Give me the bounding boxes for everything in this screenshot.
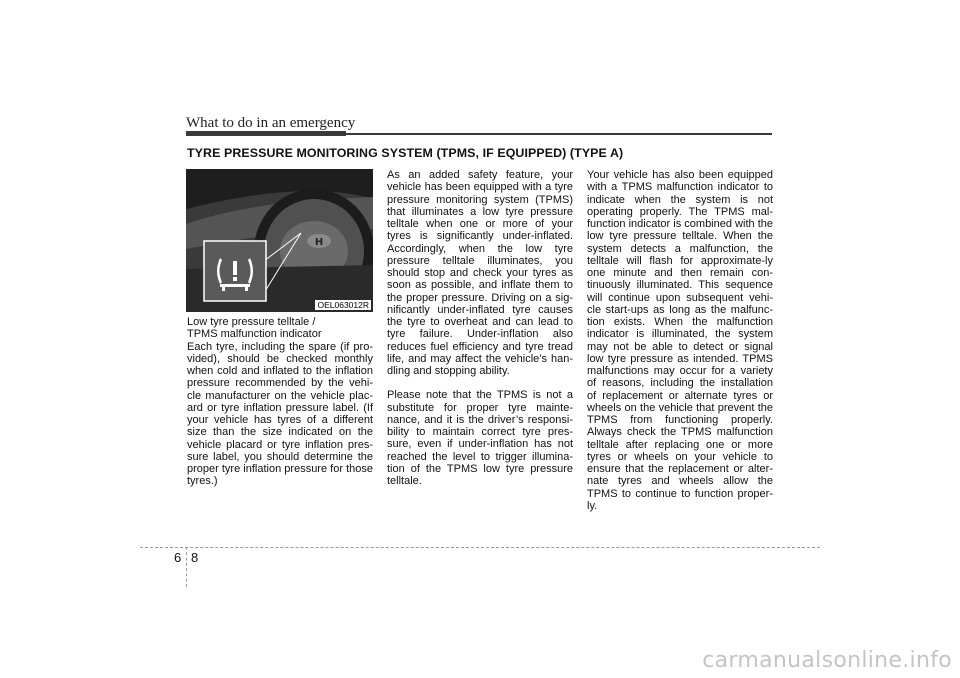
chapter-number: 6 (174, 550, 182, 565)
column-middle (387, 169, 573, 487)
paragraph-tpms-note: Please note that the TPMS is not a substitute for proper tyre mainte-nance, and it is the driver’s responsi-bility to maintain correct tyre pres-sure, even if under-inflation has not reached the level to trigger illumina-tion of the TPMS low tyre pressure telltale. (387, 389, 573, 487)
caption-line-2: TPMS malfunction indicator (187, 328, 322, 341)
column-right (587, 169, 773, 512)
figure-code: OEL063012R (317, 300, 369, 310)
footer-rule (140, 547, 820, 548)
paragraph-malfunction-indicator: Your vehicle has also been equipped with a TPMS malfunction indicator to indicate when the system is not operating properly. The TPMS mal-function indicator is combined with the low tyre pressure telltale. When the system detects a malfunction, the telltale will flash for approximate-ly one minute and then remain con-tinuously illuminated. This sequence will continue upon subsequent vehi-cle start-ups as long as the malfunc-tion exists. When the malfunction indicator is illuminated, the system may not be able to detect or signal low tyre pressure as intended. TPMS malfunctions may occur for a variety of reasons, including the installation of replacement or alternate tyres or wheels on the vehicle that prevent the TPMS from functioning properly. Always check the TPMS malfunction telltale after replacing one or more tyres or wheels on your vehicle to ensure that the replacement or alter-nate tyres and wheels allow the TPMS to continue to function proper-ly. (587, 169, 773, 512)
column-left (187, 316, 373, 488)
section-title: TYRE PRESSURE MONITORING SYSTEM (TPMS, IF EQUIPPED) (TYPE A) (187, 146, 624, 160)
paragraph-safety-feature: As an added safety feature, your vehicle has been equipped with a tyre pressure monitoring system (TPMS) that illuminates a low tyre pressure telltale when one or more of your tyres is significantly under-inflated. Accordingly, when the low tyre pressure telltale illuminates, you should stop and check your tyres as soon as possible, and inflate them to the proper pressure. Driving on a sig-nificantly under-inflated tyre causes the tyre to overheat and can lead to tyre failure. Under-inflation also reduces fuel efficiency and tyre tread life, and may affect the vehicle’s han-dling and stopping ability. (387, 169, 573, 377)
dashboard-figure (186, 169, 373, 312)
svg-text:H: H (314, 237, 324, 248)
caption-line-1: Low tyre pressure telltale / (187, 316, 316, 328)
running-header: What to do in an emergency (186, 115, 356, 131)
watermark: carmanualsonline.info (702, 648, 952, 673)
header-rule-tab (186, 131, 346, 136)
footer-divider (186, 547, 187, 587)
paragraph-tyre-check: Each tyre, including the spare (if pro-vided), should be checked monthly when cold and inflated to the inflation pressure recommended by the vehi-cle manufacturer on the vehicle plac-ard or tyre inflation pressure label. (If your vehicle has tyres of a different size than the size indicated on the vehicle placard or tyre inflation pres-sure label, you should determine the proper tyre inflation pressure for those tyres.) (187, 340, 373, 488)
page-number: 8 (191, 550, 199, 565)
paragraph-gap (387, 377, 573, 389)
figure-caption (187, 316, 373, 341)
dashboard-illustration (186, 169, 373, 312)
